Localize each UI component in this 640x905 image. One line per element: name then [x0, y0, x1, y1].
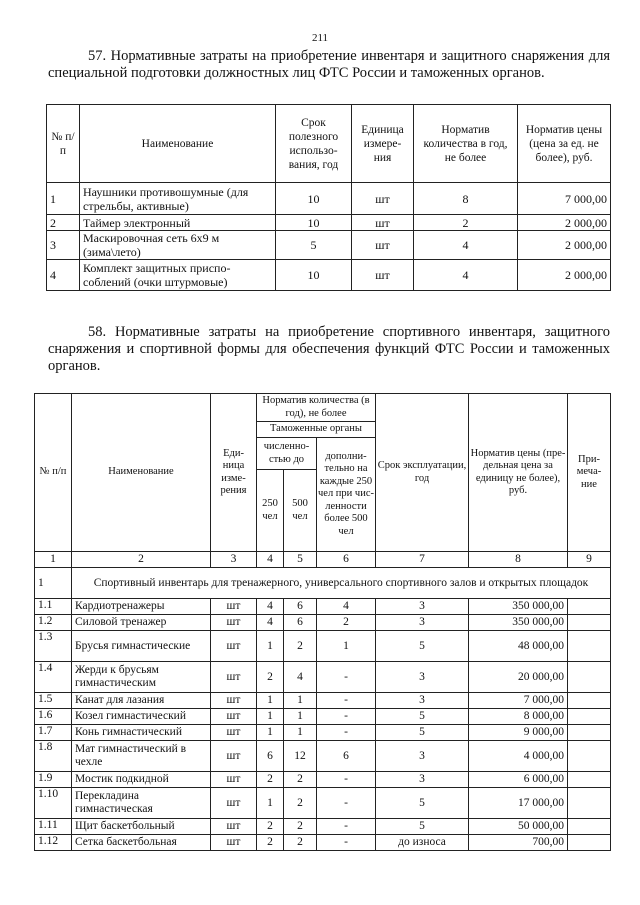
- cell-num: 1: [47, 183, 80, 215]
- column-number-row: [35, 552, 611, 568]
- column-number: 5: [284, 552, 317, 568]
- cell-extra: -: [317, 693, 376, 709]
- header-qty-group: Норматив количества (в год), не более: [257, 394, 376, 422]
- cell-c500: 4: [284, 662, 317, 693]
- cell-name: Конь гимнастический: [72, 725, 211, 741]
- cell-num: 1.2: [35, 615, 72, 631]
- cell-note: [568, 631, 611, 662]
- header-price: Норматив цены (пре- дельная цена за единицу не более), руб.: [469, 394, 568, 552]
- cell-term: 3: [376, 599, 469, 615]
- table-row: [35, 725, 611, 741]
- cell-unit: шт: [352, 215, 414, 231]
- cell-num: 1.8: [35, 741, 72, 772]
- table-row: [35, 599, 611, 615]
- table-row: [47, 215, 611, 231]
- cell-term: 10: [276, 215, 352, 231]
- cell-num: 1.11: [35, 819, 72, 835]
- cell-note: [568, 819, 611, 835]
- cell-extra: 2: [317, 615, 376, 631]
- cell-unit: шт: [352, 260, 414, 291]
- cell-c500: 2: [284, 772, 317, 788]
- cell-name: Кардиотренажеры: [72, 599, 211, 615]
- group-row: [35, 568, 611, 599]
- cell-num: 1.4: [35, 662, 72, 693]
- cell-term: 3: [376, 741, 469, 772]
- cell-num: 2: [47, 215, 80, 231]
- header-unit: Единица измере- ния: [352, 105, 414, 183]
- cell-name: Щит баскетбольный: [72, 819, 211, 835]
- cell-price: 6 000,00: [469, 772, 568, 788]
- cell-num: 4: [47, 260, 80, 291]
- cell-unit: шт: [211, 599, 257, 615]
- section-57-title: 57. Нормативные затраты на приобретение инвентаря и защитного снаряжения для специальной подготовки должностных лиц ФТС России и таможенных органов.: [48, 48, 610, 81]
- cell-name: Маскировочная сеть 6х9 м (зима\лето): [80, 231, 276, 260]
- cell-extra: 6: [317, 741, 376, 772]
- cell-extra: -: [317, 709, 376, 725]
- cell-name: Мостик подкидной: [72, 772, 211, 788]
- cell-c250: 2: [257, 662, 284, 693]
- cell-unit: шт: [211, 725, 257, 741]
- cell-term: 10: [276, 260, 352, 291]
- header-term: Срок полезного использо- вания, год: [276, 105, 352, 183]
- cell-extra: 1: [317, 631, 376, 662]
- header-num: № п/п: [35, 394, 72, 552]
- column-number: 9: [568, 552, 611, 568]
- cell-name: Перекладина гимнастическая: [72, 788, 211, 819]
- cell-unit: шт: [211, 819, 257, 835]
- header-headcount: численно- стью до: [257, 438, 317, 470]
- table-inventory-equipment: [46, 104, 611, 291]
- cell-note: [568, 709, 611, 725]
- cell-price: 700,00: [469, 835, 568, 851]
- cell-unit: шт: [211, 741, 257, 772]
- cell-name: Наушники противошумные (для стрельбы, активные): [80, 183, 276, 215]
- cell-c500: 6: [284, 615, 317, 631]
- cell-unit: шт: [211, 835, 257, 851]
- cell-term: 5: [376, 631, 469, 662]
- column-number: 7: [376, 552, 469, 568]
- cell-price: 350 000,00: [469, 599, 568, 615]
- cell-c500: 1: [284, 709, 317, 725]
- cell-term: 3: [376, 662, 469, 693]
- table-row: [47, 231, 611, 260]
- table-row: [35, 819, 611, 835]
- cell-note: [568, 741, 611, 772]
- cell-price: 2 000,00: [518, 231, 611, 260]
- table-row: [35, 709, 611, 725]
- cell-c500: 2: [284, 788, 317, 819]
- cell-price: 17 000,00: [469, 788, 568, 819]
- cell-c250: 2: [257, 819, 284, 835]
- section-58-title: 58. Нормативные затраты на приобретение спортивного инвентаря, защитного снаряжения и спортивной формы для обеспечения функций ФТС России и таможенных органов.: [48, 324, 610, 374]
- cell-c250: 2: [257, 772, 284, 788]
- cell-c250: 1: [257, 631, 284, 662]
- cell-c250: 4: [257, 615, 284, 631]
- cell-num: 1.1: [35, 599, 72, 615]
- cell-num: 1.10: [35, 788, 72, 819]
- cell-extra: -: [317, 819, 376, 835]
- cell-c250: 2: [257, 835, 284, 851]
- cell-term: 5: [376, 819, 469, 835]
- cell-term: 5: [376, 725, 469, 741]
- header-unit: Еди- ница изме- рения: [211, 394, 257, 552]
- header-price: Норматив цены (цена за ед. не более), руб.: [518, 105, 611, 183]
- cell-unit: шт: [211, 772, 257, 788]
- cell-price: 4 000,00: [469, 741, 568, 772]
- cell-num: 1.5: [35, 693, 72, 709]
- cell-term: 5: [376, 788, 469, 819]
- cell-qty: 8: [414, 183, 518, 215]
- cell-name: Канат для лазания: [72, 693, 211, 709]
- header-num: № п/п: [47, 105, 80, 183]
- cell-name: Комплект защитных приспо- соблений (очки штурмовые): [80, 260, 276, 291]
- header-qty: Норматив количества в год, не более: [414, 105, 518, 183]
- cell-name: Мат гимнастический в чехле: [72, 741, 211, 772]
- table-row: [35, 662, 611, 693]
- cell-term: 3: [376, 615, 469, 631]
- cell-term: 3: [376, 772, 469, 788]
- table-row: [35, 788, 611, 819]
- column-number: 3: [211, 552, 257, 568]
- table-row: [35, 631, 611, 662]
- cell-extra: -: [317, 772, 376, 788]
- cell-price: 20 000,00: [469, 662, 568, 693]
- page-number: 211: [311, 32, 329, 44]
- cell-c500: 1: [284, 725, 317, 741]
- header-extra: дополни- тельно на каждые 250 чел при чис- ленности более 500 чел: [317, 438, 376, 552]
- table-row: [47, 183, 611, 215]
- cell-term: до износа: [376, 835, 469, 851]
- cell-price: 50 000,00: [469, 819, 568, 835]
- cell-c250: 1: [257, 693, 284, 709]
- cell-unit: шт: [352, 183, 414, 215]
- cell-c500: 2: [284, 631, 317, 662]
- table-row: [35, 772, 611, 788]
- cell-note: [568, 615, 611, 631]
- cell-c500: 1: [284, 693, 317, 709]
- cell-unit: шт: [211, 662, 257, 693]
- cell-note: [568, 788, 611, 819]
- cell-c500: 2: [284, 835, 317, 851]
- cell-price: 7 000,00: [469, 693, 568, 709]
- cell-name: Сетка баскетбольная: [72, 835, 211, 851]
- group-num: 1: [35, 568, 72, 599]
- cell-qty: 4: [414, 260, 518, 291]
- table-row: [47, 260, 611, 291]
- cell-note: [568, 599, 611, 615]
- cell-extra: 4: [317, 599, 376, 615]
- cell-term: 5: [376, 709, 469, 725]
- column-number: 2: [72, 552, 211, 568]
- cell-unit: шт: [211, 693, 257, 709]
- cell-c250: 6: [257, 741, 284, 772]
- table-row: [35, 741, 611, 772]
- header-name: Наименование: [72, 394, 211, 552]
- cell-c250: 4: [257, 599, 284, 615]
- cell-c500: 12: [284, 741, 317, 772]
- cell-name: Брусья гимнастические: [72, 631, 211, 662]
- cell-note: [568, 772, 611, 788]
- cell-term: 5: [276, 231, 352, 260]
- cell-c250: 1: [257, 788, 284, 819]
- cell-price: 7 000,00: [518, 183, 611, 215]
- cell-extra: -: [317, 662, 376, 693]
- header-customs: Таможенные органы: [257, 422, 376, 438]
- cell-num: 3: [47, 231, 80, 260]
- cell-extra: -: [317, 788, 376, 819]
- cell-name: Таймер электронный: [80, 215, 276, 231]
- table-row: [35, 835, 611, 851]
- header-name: Наименование: [80, 105, 276, 183]
- table-header-row: [47, 105, 611, 183]
- cell-c500: 6: [284, 599, 317, 615]
- cell-qty: 4: [414, 231, 518, 260]
- cell-price: 48 000,00: [469, 631, 568, 662]
- cell-name: Силовой тренажер: [72, 615, 211, 631]
- cell-note: [568, 662, 611, 693]
- cell-num: 1.7: [35, 725, 72, 741]
- table-row: [35, 693, 611, 709]
- cell-num: 1.6: [35, 709, 72, 725]
- column-number: 6: [317, 552, 376, 568]
- group-title: Спортивный инвентарь для тренажерного, универсального спортивного залов и открытых площадок: [72, 568, 611, 599]
- header-500: 500 чел: [284, 470, 317, 552]
- cell-unit: шт: [352, 231, 414, 260]
- cell-num: 1.3: [35, 631, 72, 662]
- cell-note: [568, 725, 611, 741]
- cell-num: 1.12: [35, 835, 72, 851]
- cell-price: 9 000,00: [469, 725, 568, 741]
- table-sports-equipment: [34, 393, 611, 851]
- cell-qty: 2: [414, 215, 518, 231]
- cell-term: 10: [276, 183, 352, 215]
- cell-extra: -: [317, 725, 376, 741]
- cell-price: 8 000,00: [469, 709, 568, 725]
- cell-c250: 1: [257, 725, 284, 741]
- cell-note: [568, 835, 611, 851]
- cell-unit: шт: [211, 615, 257, 631]
- column-number: 8: [469, 552, 568, 568]
- cell-unit: шт: [211, 788, 257, 819]
- cell-price: 350 000,00: [469, 615, 568, 631]
- header-note: При- меча- ние: [568, 394, 611, 552]
- cell-unit: шт: [211, 709, 257, 725]
- cell-price: 2 000,00: [518, 260, 611, 291]
- header-250: 250 чел: [257, 470, 284, 552]
- cell-num: 1.9: [35, 772, 72, 788]
- cell-name: Козел гимнастический: [72, 709, 211, 725]
- cell-price: 2 000,00: [518, 215, 611, 231]
- column-number: 1: [35, 552, 72, 568]
- cell-note: [568, 693, 611, 709]
- table-row: [35, 615, 611, 631]
- cell-c250: 1: [257, 709, 284, 725]
- cell-c500: 2: [284, 819, 317, 835]
- cell-extra: -: [317, 835, 376, 851]
- header-term: Срок эксплуатации, год: [376, 394, 469, 552]
- column-number: 4: [257, 552, 284, 568]
- cell-name: Жерди к брусьям гимнастическим: [72, 662, 211, 693]
- cell-term: 3: [376, 693, 469, 709]
- cell-unit: шт: [211, 631, 257, 662]
